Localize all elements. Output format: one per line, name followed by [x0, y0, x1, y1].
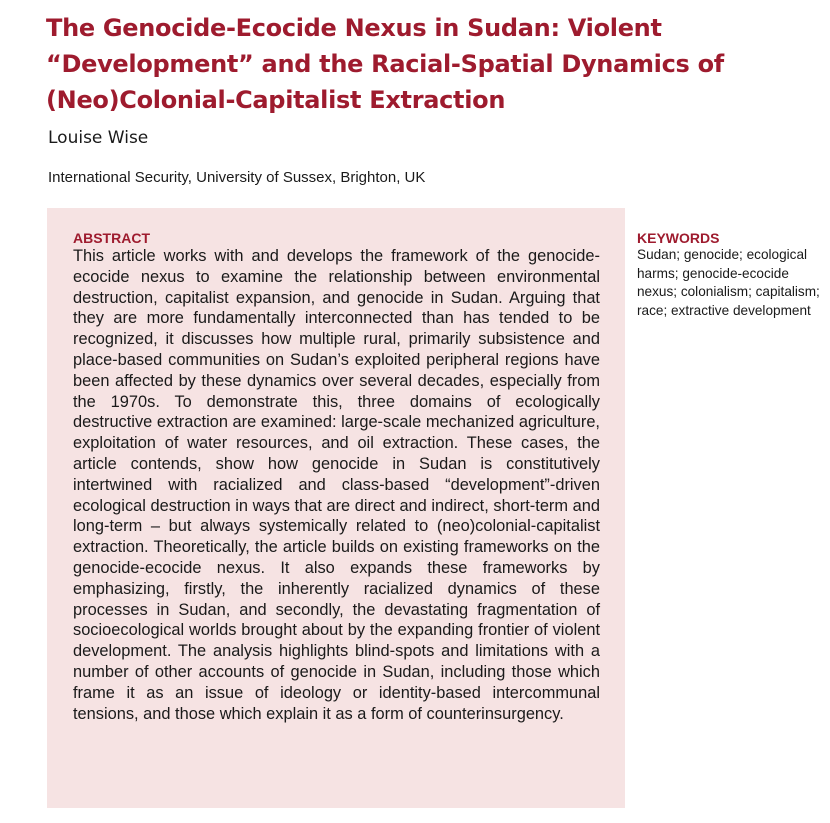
- keywords-heading: KEYWORDS: [637, 230, 720, 246]
- author-name: Louise Wise: [48, 128, 149, 148]
- abstract-text: This article works with and develops the framework of the genocide-ecocide nexus to examine the relationship between environmental destruction, capitalist expansion, and genocide in Sudan. Arguing that they are more fundamentally interconnected than has tended to be recognized, it discusses how multiple rural, primarily subsistence and place-based communities on Sudan’s exploited peripheral regions have been affected by these dynamics over several decades, especially from the 1970s. To demonstrate this, three domains of ecologically destructive extraction are examined: large-scale mechanized agriculture, exploitation of water resources, and oil extraction. These cases, the article contends, show how genocide in Sudan is constitutively intertwined with racialized and class-based “development”-driven ecological destruction in ways that are direct and indirect, short-term and long-term – but always systemically related to (neo)colonial-capitalist extraction. Theoretically, the article builds on existing frameworks on the genocide-ecocide nexus. It also expands these frameworks by emphasizing, firstly, the inherently racialized dynamics of these processes in Sudan, and secondly, the devastating fragmentation of socioecological worlds brought about by the expanding frontier of violent development. The analysis highlights blind-spots and limitations with a number of other accounts of genocide in Sudan, including those which frame it as an issue of ideology or identity-based intercommunal tensions, and those which explain it as a form of counterinsurgency.: [73, 247, 600, 723]
- abstract-heading: ABSTRACT: [73, 230, 150, 246]
- author-affiliation: International Security, University of Sussex, Brighton, UK: [48, 169, 426, 186]
- abstract-content: [73, 230, 600, 724]
- article-title: The Genocide-Ecocide Nexus in Sudan: Violent “Development” and the Racial-Spatial Dynamics of (Neo)Colonial-Capitalist Extraction: [46, 14, 724, 114]
- keywords-section: [637, 230, 825, 320]
- keywords-text: Sudan; genocide; ecological harms; genocide-ecocide nexus; colonialism; capitalism; race; extractive development: [637, 247, 820, 318]
- abstract-box: [47, 208, 625, 808]
